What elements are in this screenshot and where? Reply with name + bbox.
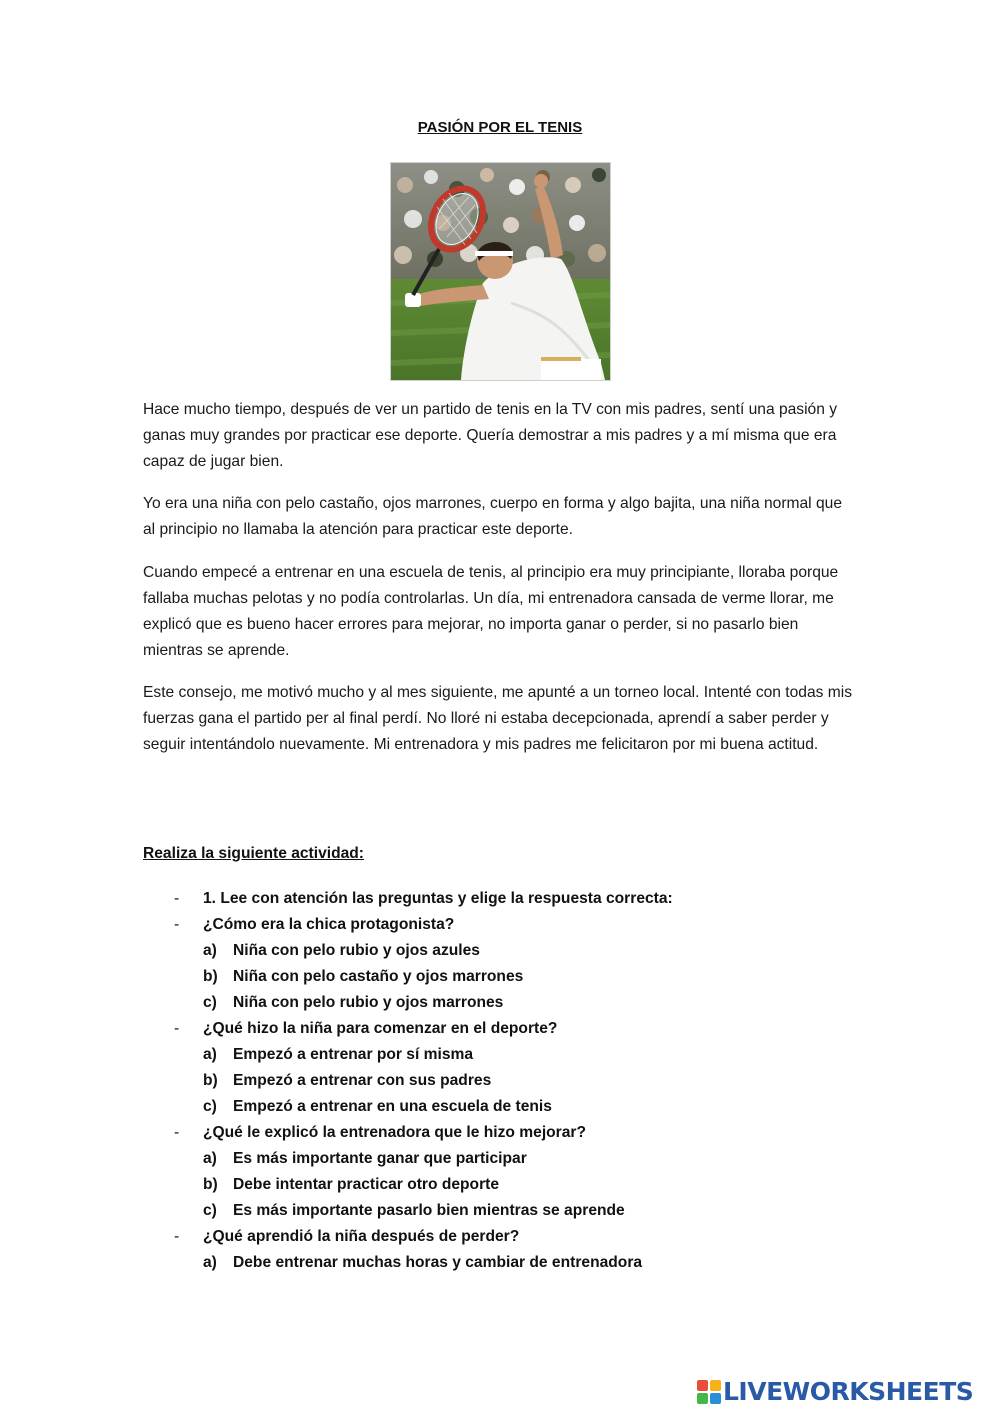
option-text: Empezó a entrenar con sus padres — [233, 1072, 492, 1089]
option-label: a) — [203, 1150, 217, 1167]
option-label: c) — [203, 994, 217, 1011]
question-item — [0, 1016, 1000, 1042]
answer-option[interactable] — [0, 1250, 1000, 1276]
tennis-player-photo — [390, 162, 611, 381]
option-label: a) — [203, 1254, 217, 1271]
question-item — [0, 1120, 1000, 1146]
answer-option[interactable] — [0, 1094, 1000, 1120]
answer-option[interactable] — [0, 1042, 1000, 1068]
option-label: a) — [203, 942, 217, 959]
option-text: Es más importante pasarlo bien mientras se aprende — [233, 1202, 625, 1219]
story-paragraph-3: Cuando empecé a entrenar en una escuela de tenis, al principio era muy principiante, lloraba porque fallaba muchas pelotas y no podía controlarlas. Un día, mi entrenadora cansada de verme llorar, me explicó que es bueno hacer errores para mejorar, no importa ganar o perder, si no pasarlo bien mientras se aprende. — [143, 564, 839, 659]
option-label: b) — [203, 968, 218, 985]
liveworksheets-brand[interactable] — [697, 1378, 993, 1406]
instruction-item — [0, 886, 1000, 912]
bullet-dash: - — [174, 1124, 180, 1141]
option-label: c) — [203, 1202, 217, 1219]
question-item — [0, 1224, 1000, 1250]
story-paragraph-2: Yo era una niña con pelo castaño, ojos marrones, cuerpo en forma y algo bajita, una niña normal que al principio no llamaba la atención para practicar este deporte. — [143, 495, 842, 538]
option-text: Empezó a entrenar en una escuela de tenis — [233, 1098, 552, 1115]
option-text: Niña con pelo rubio y ojos marrones — [233, 994, 504, 1011]
answer-option[interactable] — [0, 1198, 1000, 1224]
activity-heading: Realiza la siguiente actividad: — [143, 845, 364, 862]
question-list — [0, 886, 1000, 1276]
option-label: c) — [203, 1098, 217, 1115]
option-text: Niña con pelo rubio y ojos azules — [233, 942, 480, 959]
story-paragraph-4: Este consejo, me motivó mucho y al mes siguiente, me apunté a un torneo local. Intenté con todas mis fuerzas gana el partido per al final perdí. No lloré ni estaba decepcionada, aprendí a saber perder y seguir intentándolo nuevamente. Mi entrenadora y mis padres me felicitaron por mi buena actitud. — [143, 684, 853, 753]
brand-name: LIVEWORKSHEETS — [723, 1377, 974, 1406]
tennis-player-illustration — [391, 163, 610, 380]
liveworksheets-logo-icon — [697, 1380, 721, 1404]
option-label: b) — [203, 1176, 218, 1193]
story-paragraph-1: Hace mucho tiempo, después de ver un partido de tenis en la TV con mis padres, sentí una pasión y ganas muy grandes por practicar ese deporte. Quería demostrar a mis padres y a mí misma que era capaz de jugar bien. — [143, 401, 838, 470]
answer-option[interactable] — [0, 938, 1000, 964]
option-text: Debe entrenar muchas horas y cambiar de entrenadora — [233, 1254, 643, 1271]
option-text: Niña con pelo castaño y ojos marrones — [233, 968, 524, 985]
answer-option[interactable] — [0, 990, 1000, 1016]
bullet-dash: - — [174, 916, 180, 933]
instruction-text: 1. Lee con atención las preguntas y elige la respuesta correcta: — [203, 890, 673, 907]
bullet-dash: - — [174, 1228, 180, 1245]
option-label: a) — [203, 1046, 217, 1063]
page-title: PASIÓN POR EL TENIS — [417, 119, 583, 136]
question-text: ¿Qué aprendió la niña después de perder? — [203, 1228, 520, 1245]
option-text: Debe intentar practicar otro deporte — [233, 1176, 500, 1193]
bullet-dash: - — [174, 890, 180, 907]
answer-option[interactable] — [0, 1146, 1000, 1172]
question-text: ¿Cómo era la chica protagonista? — [203, 916, 455, 933]
option-text: Es más importante ganar que participar — [233, 1150, 527, 1167]
option-label: b) — [203, 1072, 218, 1089]
answer-option[interactable] — [0, 1068, 1000, 1094]
bullet-dash: - — [174, 1020, 180, 1037]
question-item — [0, 912, 1000, 938]
answer-option[interactable] — [0, 1172, 1000, 1198]
answer-option[interactable] — [0, 964, 1000, 990]
question-text: ¿Qué le explicó la entrenadora que le hizo mejorar? — [203, 1124, 587, 1141]
question-text: ¿Qué hizo la niña para comenzar en el deporte? — [203, 1020, 558, 1037]
option-text: Empezó a entrenar por sí misma — [233, 1046, 474, 1063]
